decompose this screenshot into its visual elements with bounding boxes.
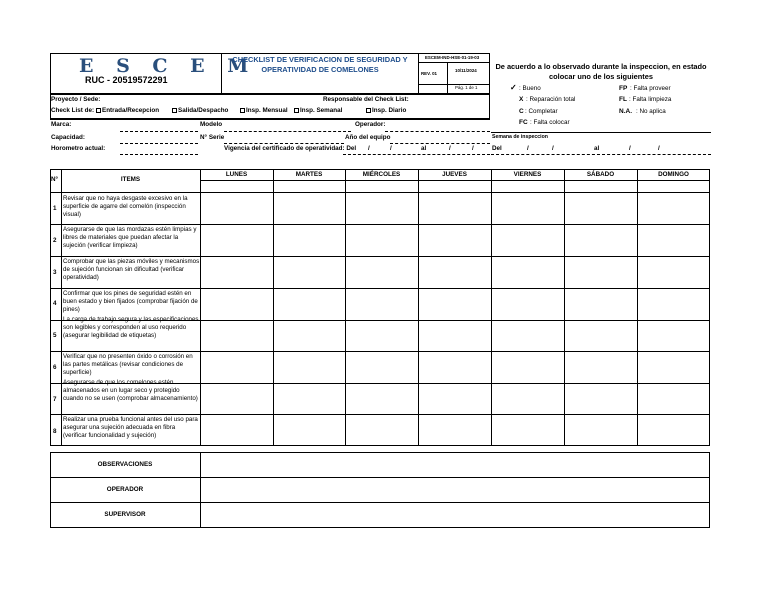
row-item-text: Verificar que no presenten óxido o corrosión en las partes metálicas (revisar condiciones de superficie) — [63, 353, 193, 377]
legend-title-line2: colocar uno de los siguientes — [549, 72, 653, 81]
cert-slash-4: / — [472, 145, 474, 152]
row-line-3 — [50, 288, 710, 289]
legend-na-code: N.A. — [619, 108, 632, 115]
option-semanal[interactable] — [294, 108, 342, 114]
serial-label: N° Serie — [200, 134, 225, 141]
project-label: Proyecto / Sede: — [51, 96, 101, 103]
cert-slash-3: / — [449, 145, 451, 152]
legend-fp-text: : Falta proveer — [630, 85, 671, 92]
row-item-text: Asegurarse de que los comelones estén almacenados en un lugar seco y protegido cuando no se usen (comprobar almacenamiento) — [63, 379, 198, 403]
checklist-label: Check List de: — [51, 107, 95, 114]
row-item-text: Revisar que no haya desgaste excesivo en la superficie de agarre del comelón (inspección visual) — [63, 195, 188, 219]
row-number: 3 — [53, 269, 57, 276]
header-page-line — [418, 84, 490, 85]
row-line-7 — [50, 414, 710, 415]
row-number: 4 — [53, 300, 57, 307]
header-divider-2 — [418, 53, 419, 94]
header-code-line — [418, 62, 490, 63]
company-ruc: RUC - 20519572291 — [85, 75, 168, 85]
week-slash-3: / — [629, 145, 631, 152]
row-number: 2 — [53, 237, 57, 244]
col-header-jueves: JUEVES — [442, 171, 467, 178]
col-divider-no — [61, 169, 62, 446]
week-del: Del — [492, 145, 502, 152]
operator-signature-field[interactable] — [201, 478, 709, 501]
week-slash-1: / — [527, 145, 529, 152]
option-salida[interactable] — [172, 108, 228, 114]
option-entrada[interactable] — [96, 108, 159, 114]
operator-field[interactable] — [385, 131, 490, 132]
legend-c-code: C — [519, 108, 524, 115]
capacity-label: Capacidad: — [51, 134, 85, 141]
serial-field[interactable] — [224, 143, 344, 144]
option-diario-label: Insp. Diario — [372, 107, 407, 114]
col-divider-thu — [491, 169, 492, 446]
row-number: 6 — [53, 364, 57, 371]
col-divider-fri — [564, 169, 565, 446]
row-item-text: Realizar una prueba funcional antes del uso para asegurar una sujeción adecuada en fibra (verificar funcionalidad y sujeción) — [63, 416, 198, 440]
table-header-bottom — [50, 192, 710, 193]
year-label: Año del equipo — [345, 134, 391, 141]
option-diario[interactable] — [366, 108, 406, 114]
option-semanal-label: Insp. Semanal — [300, 107, 343, 114]
hours-label: Horometro actual: — [51, 145, 106, 152]
col-divider-wed — [418, 169, 419, 446]
supervisor-signature-field[interactable] — [201, 503, 709, 527]
model-field[interactable] — [224, 131, 351, 132]
header-divider-3 — [447, 62, 448, 94]
brand-label: Marca: — [51, 121, 72, 128]
col-header-no: N° — [51, 176, 59, 183]
option-mensual-label: Insp. Mensual — [246, 107, 288, 114]
col-header-miercoles: MIÉRCOLES — [362, 171, 401, 178]
legend-fl-code: FL — [619, 96, 627, 103]
week-top-line — [491, 132, 711, 133]
page-number: Pág. 1 de 1 — [455, 85, 478, 90]
legend-fp-code: FP — [619, 85, 628, 92]
row-line-1 — [50, 224, 710, 225]
legend-title-line1: De acuerdo a lo observado durante la inspeccion, en estado — [495, 62, 707, 71]
row-item-text: Asegurarse de que las mordazas estén limpias y libres de materiales que puedan afectar la sujeción (verificar limpieza) — [63, 226, 197, 250]
observations-field[interactable] — [201, 453, 709, 476]
cert-al: al — [421, 145, 427, 152]
year-field[interactable] — [390, 143, 490, 144]
checkbox-icon — [172, 108, 177, 113]
week-slash-4: / — [658, 145, 660, 152]
col-divider-tue — [345, 169, 346, 446]
legend-fc-text: : Falta colocar — [530, 119, 570, 126]
col-header-viernes: VIERNES — [513, 171, 542, 178]
row-line-5 — [50, 351, 710, 352]
certificate-field[interactable] — [343, 154, 490, 155]
col-header-items: ITEMS — [120, 176, 141, 183]
col-header-martes: MARTES — [295, 171, 323, 178]
option-mensual[interactable] — [240, 108, 288, 114]
row-item-text: Comprobar que las piezas móviles y mecanismos de sujeción funcionan sin dificultad (verificar operatividad) — [63, 258, 200, 282]
company-logo: E S C E M — [79, 55, 257, 77]
cert-slash-1: / — [368, 145, 370, 152]
hours-field[interactable] — [120, 154, 198, 155]
brand-field[interactable] — [120, 131, 198, 132]
row-item-text: La carga de trabajo segura y las especificaciones son legibles y corresponden al uso requerido (asegurar legibilidad de etiquetas) — [63, 316, 199, 340]
checkbox-icon — [240, 108, 245, 113]
legend-fc-code: FC — [519, 119, 528, 126]
row-number: 5 — [53, 332, 57, 339]
supervisor-signature-label: SUPERVISOR — [104, 511, 146, 518]
row-line-2 — [50, 256, 710, 257]
option-entrada-label: Entrada/Recepcion — [102, 107, 160, 114]
observations-label: OBSERVACIONES — [97, 461, 153, 468]
col-header-domingo: DOMINGO — [658, 171, 689, 178]
week-field[interactable] — [491, 154, 711, 155]
row-item-clip — [63, 315, 200, 351]
col-divider-mon — [273, 169, 274, 446]
form-title-line1: CHECKLIST DE VERIFICACION DE SEGURIDAD Y — [232, 55, 408, 64]
legend-fl-text: : Falta limpieza — [629, 96, 672, 103]
row-item-text: Confirmar que los pines de seguridad estén en buen estado y bien fijados (comprobar fijación de pines) — [63, 290, 198, 314]
responsible-label: Responsable del Check List: — [323, 96, 409, 103]
legend-c-text: : Completar — [525, 108, 558, 115]
legend-good-code: ✓ — [510, 83, 517, 92]
model-label: Modelo — [200, 121, 223, 128]
row-number: 7 — [53, 396, 57, 403]
col-divider-sat — [637, 169, 638, 446]
operator-label: Operador: — [355, 121, 386, 128]
checkbox-icon — [96, 108, 101, 113]
option-salida-label: Salida/Despacho — [178, 107, 229, 114]
table-header-line — [200, 180, 710, 181]
operator-signature-label: OPERADOR — [106, 486, 144, 493]
form-title-line2: OPERATIVIDAD DE COMELONES — [261, 65, 379, 74]
col-header-lunes: LUNES — [225, 171, 248, 178]
row-number: 1 — [53, 205, 57, 212]
legend-x-code: X — [519, 96, 524, 103]
week-slash-2: / — [552, 145, 554, 152]
capacity-field[interactable] — [120, 143, 198, 144]
legend-x-text: : Reparación total — [526, 96, 576, 103]
certificate-label: Vigencia del certificado de operatividad: Del — [224, 145, 357, 152]
cert-slash-2: / — [390, 145, 392, 152]
row-number: 8 — [53, 428, 57, 435]
col-header-sabado: SÁBADO — [586, 171, 615, 178]
revision-date: 10/11/2024 — [455, 68, 477, 73]
col-divider-items — [200, 169, 201, 446]
legend-good-text: : Bueno — [519, 85, 541, 92]
doc-code: ESCEM-IND-HSE-01-19-03 — [425, 55, 480, 60]
row-item-clip — [63, 378, 200, 414]
checkbox-icon — [294, 108, 299, 113]
revision: REV. 01 — [421, 71, 437, 76]
checkbox-icon — [366, 108, 371, 113]
week-label: Semana de inspeccion — [492, 134, 548, 140]
legend-na-text: : No aplica — [636, 108, 666, 115]
week-al: al — [594, 145, 600, 152]
equipment-top-line — [50, 119, 490, 120]
